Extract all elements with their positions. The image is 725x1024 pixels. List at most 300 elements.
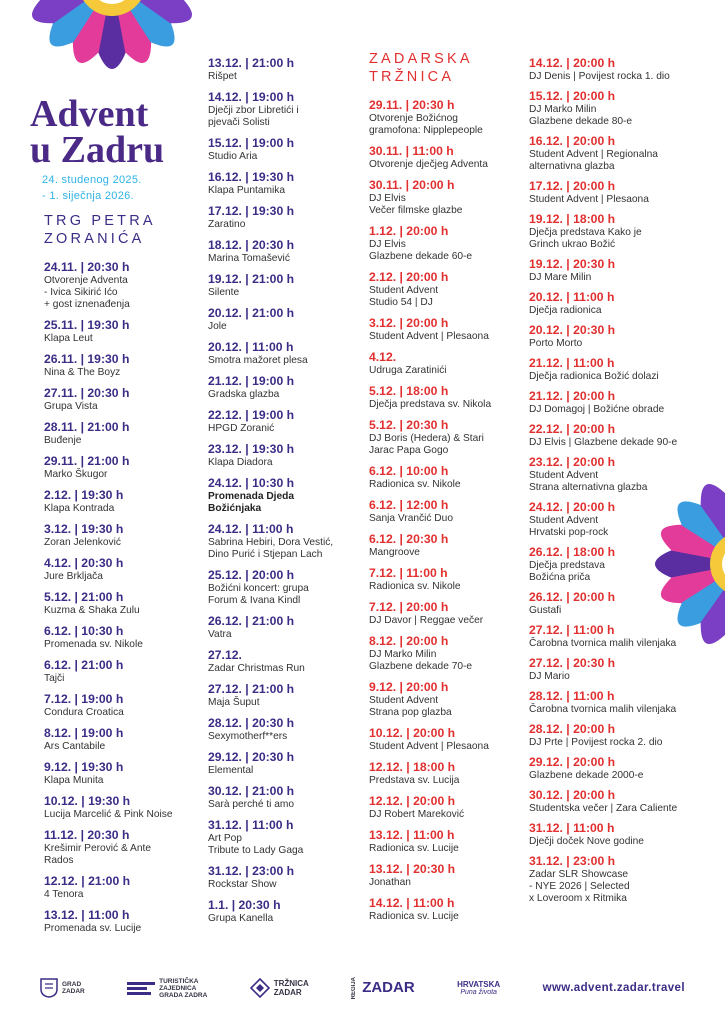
event-description: DJ Mario	[529, 671, 570, 682]
venue-heading-trg-petra-zoranica	[44, 212, 194, 248]
event-description: Vatra	[208, 629, 232, 640]
event-datetime: 2.12. | 19:30 h	[44, 488, 124, 502]
event-item	[529, 722, 699, 749]
event-item	[208, 818, 358, 857]
event-description: Jonathan	[369, 877, 411, 888]
event-datetime: 26.12. | 21:00 h	[208, 614, 295, 628]
event-description: Rišpet	[208, 71, 237, 82]
event-description: Dječja predstava Kako je Grinch ukrao Božić	[529, 227, 642, 250]
event-datetime: 17.12. | 19:30 h	[208, 204, 295, 218]
event-description: Lucija Marcelić & Pink Noise	[44, 809, 173, 820]
event-datetime: 26.12. | 20:00 h	[529, 590, 616, 604]
event-datetime: 10.12. | 19:30 h	[44, 794, 131, 808]
event-item	[208, 170, 358, 197]
event-item	[529, 755, 699, 782]
event-item	[369, 350, 519, 377]
event-description: Gradska glazba	[208, 389, 280, 400]
event-datetime: 9.12. | 20:00 h	[369, 680, 449, 694]
event-item	[369, 498, 519, 525]
title-line-1: Advent	[30, 93, 149, 135]
event-date-range	[42, 172, 192, 204]
event-description: Marko Škugor	[44, 469, 108, 480]
event-description: DJ Prte | Povijest rocka 2. dio	[529, 737, 663, 748]
event-description: Studio Aria	[208, 151, 258, 162]
column-zadarska-trznica-cont	[529, 56, 699, 911]
event-item	[208, 750, 358, 777]
event-description: Nina & The Boyz	[44, 367, 121, 378]
venue-heading-zadarska-trznica	[369, 50, 519, 86]
logo-main-text: ZADAR	[362, 979, 415, 996]
event-datetime: 13.12. | 20:30 h	[369, 862, 456, 876]
event-datetime: 31.12. | 23:00 h	[529, 854, 616, 868]
event-datetime: 8.12. | 20:00 h	[369, 634, 449, 648]
event-item	[208, 568, 358, 607]
event-list	[529, 56, 699, 905]
event-description: DJ Domagoj | Božićne obrade	[529, 404, 665, 415]
logo-text: TURISTIČKA	[159, 977, 199, 985]
event-item	[44, 260, 194, 311]
event-datetime: 24.12. | 11:00 h	[208, 522, 294, 536]
event-datetime: 16.12. | 19:30 h	[208, 170, 295, 184]
event-datetime: 5.12. | 21:00 h	[44, 590, 124, 604]
event-item	[369, 270, 519, 309]
event-item	[44, 454, 194, 481]
event-item	[44, 522, 194, 549]
event-description: Predstava sv. Lucija	[369, 775, 460, 786]
event-datetime: 7.12. | 19:00 h	[44, 692, 124, 706]
event-datetime: 22.12. | 20:00 h	[529, 422, 616, 436]
event-item	[208, 716, 358, 743]
event-list	[44, 260, 194, 935]
event-datetime: 22.12. | 19:00 h	[208, 408, 295, 422]
event-item	[208, 784, 358, 811]
event-datetime: 20.12. | 20:30 h	[529, 323, 616, 337]
event-description: Promenada sv. Lucije	[44, 923, 142, 934]
event-datetime: 21.12. | 19:00 h	[208, 374, 295, 388]
event-item	[529, 422, 699, 449]
event-description: Sanja Vrančić Duo	[369, 513, 453, 524]
event-description: Čarobna tvornica malih vilenjaka	[529, 638, 677, 649]
event-datetime: 29.12. | 20:00 h	[529, 755, 616, 769]
event-item	[369, 566, 519, 593]
event-description: Student Advent Studio 54 | DJ	[369, 285, 439, 308]
event-datetime: 31.12. | 23:00 h	[208, 864, 295, 878]
event-item	[44, 908, 194, 935]
event-description: Student Advent | Regionalna alternativna glazba	[529, 149, 658, 172]
event-item	[369, 828, 519, 855]
column-trg-petra-zoranica-cont	[208, 56, 358, 932]
event-description: DJ Mare Milin	[529, 272, 592, 283]
event-description: 4 Tenora	[44, 889, 84, 900]
event-item	[208, 864, 358, 891]
event-item	[44, 556, 194, 583]
logo-sub-text: Puna života	[460, 988, 497, 996]
event-description: Sabrina Hebiri, Dora Vestić, Dino Purić i Stjepan Lach	[208, 537, 334, 560]
event-description: Radionica sv. Nikole	[369, 479, 461, 490]
event-datetime: 9.12. | 19:30 h	[44, 760, 124, 774]
event-datetime: 3.12. | 20:00 h	[369, 316, 449, 330]
poster-title	[30, 93, 210, 171]
event-datetime: 29.11. | 21:00 h	[44, 454, 130, 468]
event-datetime: 23.12. | 19:30 h	[208, 442, 295, 456]
event-datetime: 19.12. | 21:00 h	[208, 272, 295, 286]
event-datetime: 21.12. | 11:00 h	[529, 356, 615, 370]
event-description: Glazbene dekade 2000-e	[529, 770, 644, 781]
event-item	[529, 623, 699, 650]
event-datetime: 28.12. | 20:00 h	[529, 722, 616, 736]
event-datetime: 5.12. | 18:00 h	[369, 384, 449, 398]
event-datetime: 17.12. | 20:00 h	[529, 179, 616, 193]
event-item	[529, 56, 699, 83]
event-datetime: 28.12. | 11:00 h	[529, 689, 615, 703]
event-datetime: 30.11. | 11:00 h	[369, 144, 454, 158]
event-description: Studentska večer | Zara Caliente	[529, 803, 678, 814]
event-description: Klapa Leut	[44, 333, 93, 344]
event-item	[369, 862, 519, 889]
event-datetime: 30.12. | 20:00 h	[529, 788, 616, 802]
event-description: Zoran Jelenković	[44, 537, 122, 548]
event-description: Smotra mažoret plesa	[208, 355, 308, 366]
event-datetime: 14.12. | 20:00 h	[529, 56, 616, 70]
logo-small-text: REGIJA	[351, 976, 358, 1000]
event-datetime: 8.12. | 19:00 h	[44, 726, 124, 740]
event-description: Božićni koncert: grupa Forum & Ivana Kindl	[208, 583, 309, 606]
event-datetime: 7.12. | 20:00 h	[369, 600, 449, 614]
logo-text: TRŽNICA	[273, 979, 309, 988]
event-description: DJ Denis | Povijest rocka 1. dio	[529, 71, 670, 82]
event-item	[529, 257, 699, 284]
event-item	[44, 760, 194, 787]
event-datetime: 24.11. | 20:30 h	[44, 260, 130, 274]
event-description: Zadar Christmas Run	[208, 663, 305, 674]
event-datetime: 6.12. | 10:00 h	[369, 464, 449, 478]
grad-zadar-logo	[40, 978, 85, 998]
event-datetime: 13.12. | 11:00 h	[369, 828, 455, 842]
event-item	[369, 532, 519, 559]
event-item	[529, 854, 699, 905]
event-item	[44, 874, 194, 901]
event-datetime: 27.12. | 21:00 h	[208, 682, 295, 696]
event-description: Student Advent Hrvatski pop-rock	[529, 515, 609, 538]
regija-zadar-logo	[351, 977, 415, 999]
event-item	[529, 500, 699, 539]
event-description: Tajči	[44, 673, 65, 684]
event-item	[208, 408, 358, 435]
event-datetime: 10.12. | 20:00 h	[369, 726, 456, 740]
event-item	[369, 144, 519, 171]
event-datetime: 6.12. | 12:00 h	[369, 498, 449, 512]
event-description: Kuzma & Shaka Zulu	[44, 605, 140, 616]
event-item	[369, 760, 519, 787]
event-item	[369, 98, 519, 137]
top-rosette-decoration	[0, 0, 230, 90]
event-description: Promenada sv. Nikole	[44, 639, 143, 650]
event-item	[369, 634, 519, 673]
event-datetime: 24.12. | 10:30 h	[208, 476, 295, 490]
event-item	[44, 658, 194, 685]
event-datetime: 1.12. | 20:00 h	[369, 224, 449, 238]
event-item	[369, 464, 519, 491]
event-description: DJ Marko Milin Glazbene dekade 80-e	[529, 104, 633, 127]
event-datetime: 26.11. | 19:30 h	[44, 352, 130, 366]
event-description: Grupa Vista	[44, 401, 98, 412]
event-description: Art Pop Tribute to Lady Gaga	[208, 833, 304, 856]
event-datetime: 27.12. | 11:00 h	[529, 623, 615, 637]
event-description: Student Advent | Plesaona	[529, 194, 649, 205]
event-item	[369, 316, 519, 343]
city-crest-icon	[40, 978, 58, 998]
event-datetime: 23.12. | 20:00 h	[529, 455, 616, 469]
event-item	[529, 212, 699, 251]
turisticka-zajednica-logo	[127, 978, 207, 999]
event-item	[369, 726, 519, 753]
event-datetime: 31.12. | 11:00 h	[208, 818, 294, 832]
event-datetime: 19.12. | 18:00 h	[529, 212, 616, 226]
event-item	[208, 272, 358, 299]
event-description: HPGD Zoranić	[208, 423, 275, 434]
event-description: Grupa Kanella	[208, 913, 274, 924]
event-description: Klapa Diadora	[208, 457, 273, 468]
event-description: Gustafi	[529, 605, 562, 616]
event-description: DJ Elvis Glazbene dekade 60-e	[369, 239, 473, 262]
event-description: Zadar SLR Showcase - NYE 2026 | Selected x Loveroom x Ritmika	[529, 869, 630, 904]
event-item	[369, 178, 519, 217]
event-description: Dječja predstava Božićna priča	[529, 560, 605, 583]
event-item	[208, 614, 358, 641]
event-description: Student Advent Strana pop glazba	[369, 695, 452, 718]
event-item	[44, 420, 194, 447]
event-item	[44, 828, 194, 867]
column-zadarska-trznica	[369, 50, 519, 930]
event-item	[208, 136, 358, 163]
event-description: Student Advent Strana alternativna glazba	[529, 470, 648, 493]
event-datetime: 3.12. | 19:30 h	[44, 522, 124, 536]
hrvatska-logo	[457, 981, 500, 996]
event-item	[529, 545, 699, 584]
event-datetime: 15.12. | 19:00 h	[208, 136, 295, 150]
event-item	[369, 600, 519, 627]
event-datetime: 28.11. | 21:00 h	[44, 420, 130, 434]
event-item	[529, 788, 699, 815]
venue-heading-line-1: ZADARSKA	[369, 51, 473, 67]
event-description: Radionica sv. Lucije	[369, 911, 459, 922]
event-description: Radionica sv. Lucije	[369, 843, 459, 854]
event-datetime: 7.12. | 11:00 h	[369, 566, 448, 580]
event-datetime: 13.12. | 11:00 h	[44, 908, 130, 922]
trznica-zadar-logo	[250, 978, 309, 998]
logo-text: ZAJEDNICA	[159, 984, 197, 992]
event-description: Sarà perché ti amo	[208, 799, 295, 810]
event-description: Otvorenje Adventa - Ivica Sikirić Ićo + gost iznenađenja	[44, 275, 130, 310]
event-description: Promenada Djeda Božićnjaka	[208, 491, 295, 514]
event-description: DJ Marko Milin Glazbene dekade 70-e	[369, 649, 473, 672]
event-item	[529, 590, 699, 617]
date-range-line-2: - 1. siječnja 2026.	[42, 190, 134, 202]
event-item	[529, 179, 699, 206]
event-description: Buđenje	[44, 435, 82, 446]
market-diamond-icon	[250, 978, 270, 998]
event-description: DJ Robert Mareković	[369, 809, 465, 820]
event-datetime: 29.12. | 20:30 h	[208, 750, 295, 764]
event-datetime: 4.12. | 20:30 h	[44, 556, 124, 570]
event-description: DJ Elvis | Glazbene dekade 90-e	[529, 437, 678, 448]
event-item	[529, 389, 699, 416]
logo-text: ZADAR	[273, 988, 302, 997]
event-description: Dječja radionica	[529, 305, 602, 316]
event-description: Klapa Puntamika	[208, 185, 286, 196]
event-item	[529, 134, 699, 173]
event-description: Dječja predstava sv. Nikola	[369, 399, 492, 410]
tourist-board-mark-icon	[127, 979, 155, 997]
event-datetime: 14.12. | 19:00 h	[208, 90, 295, 104]
event-datetime: 27.11. | 20:30 h	[44, 386, 130, 400]
event-datetime: 21.12. | 20:00 h	[529, 389, 616, 403]
column-trg-petra-zoranica	[44, 212, 194, 942]
event-item	[529, 356, 699, 383]
event-description: Maja Šuput	[208, 697, 260, 708]
event-description: Krešimir Perović & Ante Rados	[44, 843, 152, 866]
event-description: Dječja radionica Božić dolazi	[529, 371, 659, 382]
event-item	[208, 340, 358, 367]
event-description: Condura Croatica	[44, 707, 124, 718]
event-description: Sexymotherf**ers	[208, 731, 288, 742]
event-list	[208, 56, 358, 925]
event-datetime: 6.12. | 20:30 h	[369, 532, 449, 546]
venue-heading-line-2: TRŽNICA	[369, 69, 455, 85]
event-description: Student Advent | Plesaona	[369, 331, 489, 342]
event-datetime: 30.12. | 21:00 h	[208, 784, 295, 798]
event-item	[369, 224, 519, 263]
event-description: Otvorenje Božićnog gramofona: Nipplepeople	[369, 113, 483, 136]
event-item	[208, 374, 358, 401]
event-item	[44, 590, 194, 617]
event-item	[529, 89, 699, 128]
venue-heading-line-2: ZORANIĆA	[44, 231, 145, 247]
event-description: Porto Morto	[529, 338, 583, 349]
event-item	[208, 238, 358, 265]
event-datetime: 18.12. | 20:30 h	[208, 238, 295, 252]
event-datetime: 26.12. | 18:00 h	[529, 545, 616, 559]
event-description: Silente	[208, 287, 240, 298]
event-datetime: 27.12.	[208, 648, 242, 662]
event-item	[529, 656, 699, 683]
logo-text: GRAD	[62, 981, 82, 988]
event-item	[44, 794, 194, 821]
event-item	[44, 352, 194, 379]
event-item	[208, 56, 358, 83]
event-item	[208, 476, 358, 515]
event-item	[208, 90, 358, 129]
event-description: Klapa Kontrada	[44, 503, 115, 514]
event-item	[208, 648, 358, 675]
event-description: Dječji zbor Libretići i pjevači Solisti	[208, 105, 299, 128]
event-item	[208, 442, 358, 469]
event-item	[529, 689, 699, 716]
event-datetime: 13.12. | 21:00 h	[208, 56, 295, 70]
title-line-2: u Zadru	[30, 129, 165, 171]
event-description: Otvorenje dječjeg Adventa	[369, 159, 488, 170]
event-datetime: 31.12. | 11:00 h	[529, 821, 615, 835]
event-datetime: 28.12. | 20:30 h	[208, 716, 295, 730]
event-item	[529, 821, 699, 848]
event-item	[369, 896, 519, 923]
event-item	[44, 624, 194, 651]
event-datetime: 20.12. | 11:00 h	[208, 340, 294, 354]
event-description: Dječji doček Nove godine	[529, 836, 644, 847]
event-datetime: 2.12. | 20:00 h	[369, 270, 449, 284]
event-description: Udruga Zaratinići	[369, 365, 447, 376]
event-datetime: 19.12. | 20:30 h	[529, 257, 616, 271]
event-item	[369, 418, 519, 457]
event-item	[44, 318, 194, 345]
event-item	[208, 682, 358, 709]
event-item	[44, 726, 194, 753]
event-description: Ars Cantabile	[44, 741, 106, 752]
event-datetime: 12.12. | 21:00 h	[44, 874, 131, 888]
event-datetime: 5.12. | 20:30 h	[369, 418, 449, 432]
date-range-line-1: 24. studenog 2025.	[42, 174, 142, 186]
event-datetime: 25.11. | 19:30 h	[44, 318, 130, 332]
event-description: Jole	[208, 321, 227, 332]
event-datetime: 14.12. | 11:00 h	[369, 896, 455, 910]
sponsor-footer	[40, 970, 685, 1006]
event-description: Elemental	[208, 765, 254, 776]
event-datetime: 1.1. | 20:30 h	[208, 898, 281, 912]
event-datetime: 4.12.	[369, 350, 397, 364]
event-datetime: 12.12. | 20:00 h	[369, 794, 456, 808]
event-datetime: 20.12. | 21:00 h	[208, 306, 295, 320]
event-item	[208, 898, 358, 925]
event-datetime: 29.11. | 20:30 h	[369, 98, 455, 112]
event-item	[529, 455, 699, 494]
event-description: Student Advent | Plesaona	[369, 741, 489, 752]
event-description: Radionica sv. Nikole	[369, 581, 461, 592]
logo-text: ZADAR	[62, 988, 85, 995]
event-item	[208, 306, 358, 333]
event-description: Rockstar Show	[208, 879, 277, 890]
event-datetime: 27.12. | 20:30 h	[529, 656, 616, 670]
event-item	[208, 522, 358, 561]
event-datetime: 11.12. | 20:30 h	[44, 828, 130, 842]
event-item	[44, 488, 194, 515]
event-datetime: 25.12. | 20:00 h	[208, 568, 295, 582]
event-datetime: 16.12. | 20:00 h	[529, 134, 616, 148]
event-datetime: 12.12. | 18:00 h	[369, 760, 456, 774]
event-datetime: 24.12. | 20:00 h	[529, 500, 616, 514]
event-description: Mangroove	[369, 547, 420, 558]
event-datetime: 30.11. | 20:00 h	[369, 178, 455, 192]
event-item	[369, 384, 519, 411]
website-link[interactable]: www.advent.zadar.travel	[542, 982, 685, 994]
event-description: Klapa Munita	[44, 775, 104, 786]
event-description: DJ Boris (Hedera) & Stari Jarac Papa Gogo	[369, 433, 484, 456]
event-item	[529, 290, 699, 317]
event-item	[44, 386, 194, 413]
event-description: Marina Tomašević	[208, 253, 290, 264]
event-description: Zaratino	[208, 219, 246, 230]
event-description: DJ Elvis Večer filmske glazbe	[369, 193, 463, 216]
logo-text: GRADA ZADRA	[159, 991, 208, 999]
event-datetime: 6.12. | 10:30 h	[44, 624, 124, 638]
event-description: DJ Davor | Reggae večer	[369, 615, 484, 626]
event-item	[369, 680, 519, 719]
event-description: Čarobna tvornica malih vilenjaka	[529, 704, 677, 715]
event-item	[44, 692, 194, 719]
event-description: Jure Brkljača	[44, 571, 103, 582]
event-item	[529, 323, 699, 350]
event-item	[208, 204, 358, 231]
event-list	[369, 98, 519, 923]
